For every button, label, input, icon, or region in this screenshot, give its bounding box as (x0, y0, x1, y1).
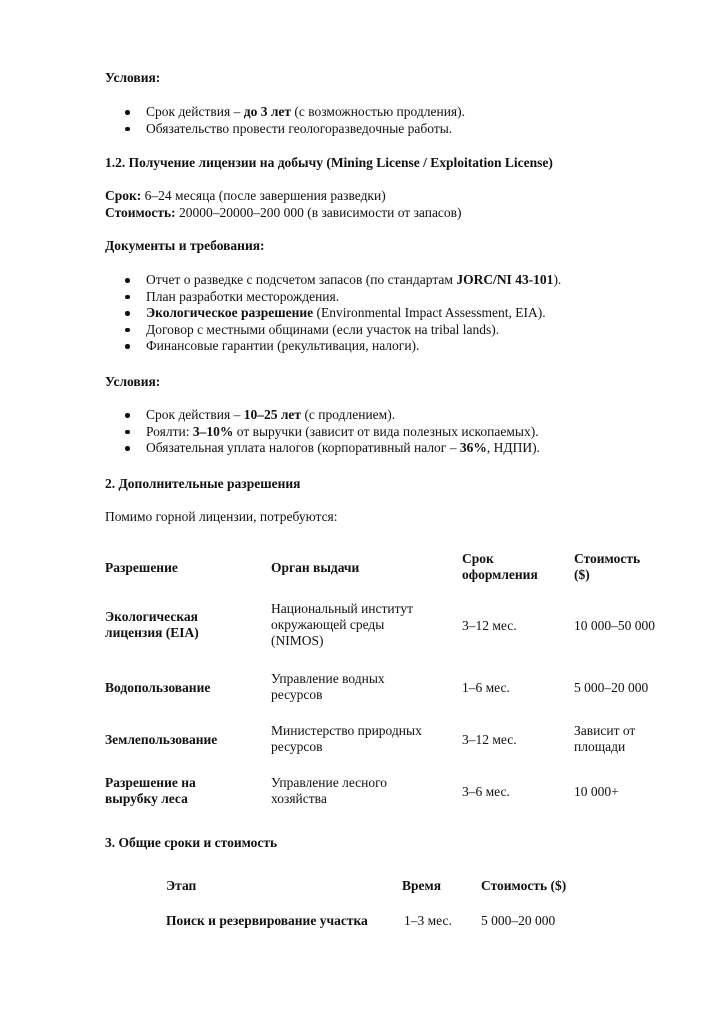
cell-line: Управление лесного (271, 775, 388, 790)
cell-authority (271, 723, 422, 755)
cell-line: Землепользование (105, 731, 218, 747)
header-line: Орган выдачи (271, 559, 360, 575)
header-cost (574, 551, 640, 583)
cell-term (462, 784, 510, 800)
item-text: (с возможностью продления). (291, 104, 465, 119)
cell-line: 10 000–50 000 (574, 617, 655, 633)
cell-term (462, 680, 510, 696)
list-item (0, 407, 540, 424)
item-bold-text: Экологическое разрешение (146, 305, 314, 320)
documents-list (0, 272, 561, 355)
cell-line: Зависит от (574, 723, 636, 738)
cell-term (462, 732, 517, 748)
cost-line (105, 205, 462, 221)
cell-line: Водопользование (105, 679, 211, 695)
item-bold-text: 3–10% (192, 423, 234, 439)
list-item (0, 121, 465, 138)
header-line: оформления (462, 567, 538, 582)
term-line (105, 188, 386, 204)
cell-line: Разрешение на (105, 775, 196, 790)
cell-line: лицензия (EIA) (105, 625, 199, 640)
list-item (0, 305, 561, 322)
item-text: Обязательство провести геологоразведочные работы. (146, 120, 453, 136)
conditions-heading: Условия: (105, 70, 161, 85)
header-line: Стоимость (574, 551, 641, 566)
cost-label: Стоимость: (105, 205, 176, 220)
cell-line: (NIMOS) (271, 632, 324, 648)
cell-authority (271, 775, 387, 807)
list-item (0, 338, 561, 355)
item-text: Срок действия – (146, 104, 244, 119)
cell-permit (105, 732, 217, 748)
section-1-2-heading: 1.2. Получение лицензии на добычу (Mining License / Exploitation License) (105, 155, 553, 170)
item-text: Финансовые гарантии (рекультивация, налоги). (146, 338, 420, 353)
section-2-intro: Помимо горной лицензии, потребуются: (105, 509, 338, 524)
item-text: от выручки (зависит от вида полезных ископаемых). (233, 423, 539, 439)
cell-line: ресурсов (271, 687, 323, 702)
cell-cost (574, 618, 655, 634)
item-text: (с продлением). (301, 407, 396, 422)
cell-permit (105, 609, 199, 641)
item-bold-text: 36% (459, 440, 487, 455)
header-line: Срок (462, 551, 494, 566)
section-2-heading: 2. Дополнительные разрешения (105, 476, 301, 491)
header-authority (271, 560, 359, 576)
license-conditions-heading: Условия: (105, 374, 161, 389)
cell-cost (574, 784, 619, 800)
item-text: , НДПИ). (486, 440, 540, 455)
cell-cost (574, 723, 635, 755)
list-item (0, 322, 561, 339)
header-permit (105, 560, 178, 576)
list-item (0, 424, 540, 441)
cell-line: Экологическая (105, 609, 198, 624)
cell-cost (574, 680, 648, 696)
cell-line: ресурсов (271, 739, 323, 754)
cell-line: 10 000+ (574, 783, 619, 799)
cell-line: окружающей среды (271, 616, 385, 632)
header-line: Разрешение (105, 559, 178, 575)
header-time: Время (402, 878, 442, 893)
conditions-list (0, 104, 465, 137)
item-text: ). (553, 272, 562, 287)
section-3-heading: 3. Общие сроки и стоимость (105, 835, 278, 850)
header-stage: Этап (166, 878, 197, 893)
term-label: Срок: (105, 188, 142, 203)
cell-line: Министерство природных (271, 723, 422, 738)
item-bold-text: до 3 лет (243, 104, 292, 119)
header-term (462, 551, 538, 583)
cell-permit (105, 680, 210, 696)
item-text: Отчет о разведке с подсчетом запасов (по стандартам (146, 272, 457, 287)
cell-line: 3–6 мес. (462, 783, 510, 799)
item-text: (Environmental Impact Assessment, EIA). (313, 305, 546, 320)
list-item (0, 440, 540, 457)
documents-heading: Документы и требования: (105, 238, 265, 253)
list-item (0, 104, 465, 121)
cost-value: 20000–20000–200 000 (в зависимости от запасов) (175, 205, 462, 220)
cell-line: Управление водных (271, 671, 385, 686)
item-text: Роялти: (146, 423, 193, 439)
cell-term (462, 618, 517, 634)
item-text: Договор с местными общинами (если участок на tribal lands). (146, 321, 500, 337)
item-bold-text: 10–25 лет (243, 407, 302, 422)
cell-line: хозяйства (271, 791, 327, 806)
item-bold-text: JORC/NI 43-101 (456, 272, 554, 287)
license-conditions-list (0, 407, 540, 457)
cell-line: 3–12 мес. (462, 731, 517, 747)
cell-stage: Поиск и резервирование участка (166, 913, 368, 928)
item-text: Срок действия – (146, 407, 244, 422)
cell-line: площади (574, 739, 626, 754)
cell-permit (105, 775, 196, 807)
list-item (0, 272, 561, 289)
cell-line: 1–6 мес. (462, 679, 510, 695)
list-item (0, 289, 561, 306)
header-cost: Стоимость ($) (481, 878, 567, 893)
item-text: План разработки месторождения. (146, 288, 340, 304)
cell-line: вырубку леса (105, 791, 188, 806)
item-text: Обязательная уплата налогов (корпоративный налог – (146, 440, 460, 455)
cell-line: Национальный институт (271, 600, 414, 616)
cell-time: 1–3 мес. (404, 913, 452, 928)
term-value: 6–24 месяца (после завершения разведки) (141, 188, 386, 203)
cell-cost: 5 000–20 000 (481, 913, 556, 928)
cell-line: 5 000–20 000 (574, 679, 649, 695)
cell-authority (271, 671, 385, 703)
cell-line: 3–12 мес. (462, 617, 517, 633)
header-line: ($) (574, 567, 590, 582)
cell-authority (271, 601, 413, 649)
